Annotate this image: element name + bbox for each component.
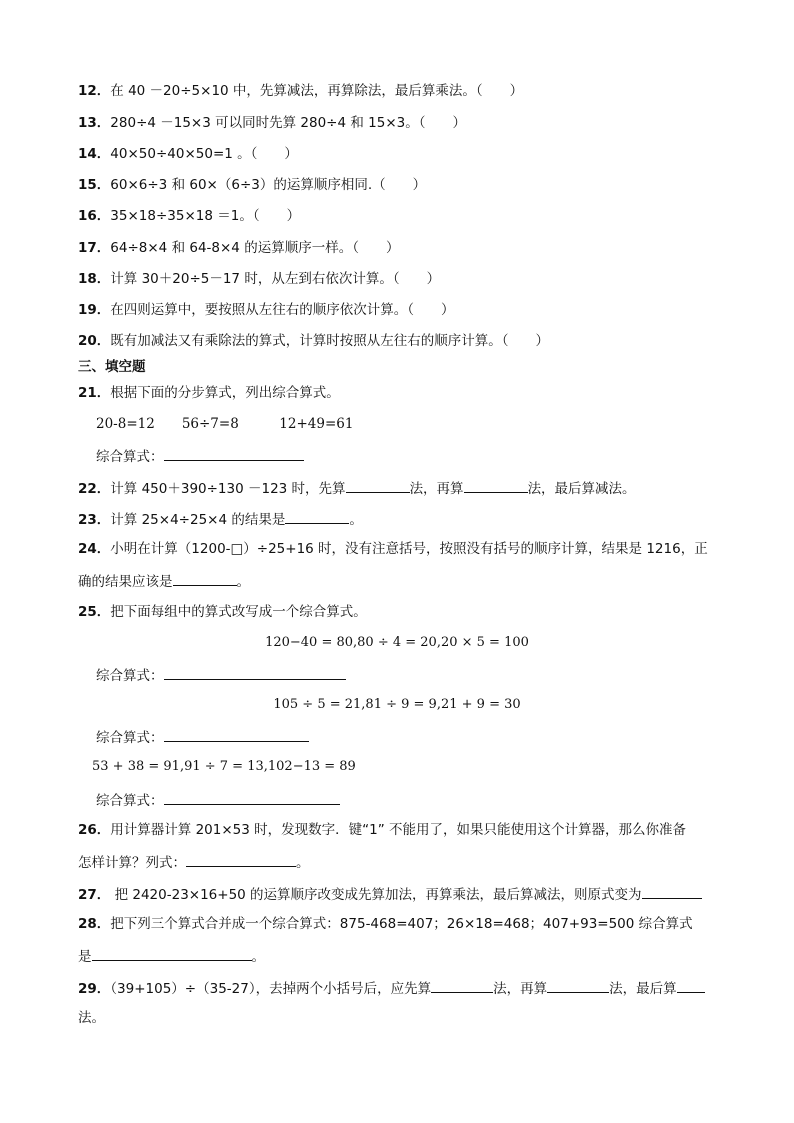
question-number: 22．	[78, 481, 111, 497]
question-text: 35×18÷35×18 ＝1。（ ）	[110, 208, 301, 224]
question-20	[78, 332, 549, 350]
answer-line	[96, 665, 346, 685]
question-text: 。	[251, 949, 265, 965]
question-number: 16．	[78, 208, 111, 224]
answer-label: 综合算式：	[96, 449, 164, 465]
answer-blank[interactable]	[92, 946, 252, 961]
answer-blank[interactable]	[164, 727, 309, 742]
question-text: （39+105）÷（35-27），去掉两个小括号后，应先算	[110, 981, 432, 997]
question-text: 在 40 －20÷5×10 中，先算减法，再算除法，最后算乘法。（ ）	[110, 83, 524, 99]
answer-blank[interactable]	[164, 665, 346, 680]
question-15	[78, 176, 426, 194]
question-number: 23．	[78, 512, 111, 528]
question-number: 15．	[78, 177, 111, 193]
question-26	[78, 821, 686, 839]
question-text: 根据下面的分步算式，列出综合算式。	[110, 385, 340, 401]
answer-blank[interactable]	[285, 509, 349, 524]
question-text: 既有加减法又有乘除法的算式，计算时按照从左往右的顺序计算。（ ）	[110, 333, 550, 349]
question-text: 把下面每组中的算式改写成一个综合算式。	[110, 604, 367, 620]
question-number: 27．	[78, 887, 111, 903]
answer-blank[interactable]	[164, 446, 304, 461]
question-24-cont	[78, 571, 250, 591]
answer-line	[96, 727, 309, 747]
question-number: 25．	[78, 604, 111, 620]
question-number: 20．	[78, 333, 111, 349]
question-text: 用计算器计算 201×53 时，发现数字．键“1” 不能用了，如果只能使用这个计算器，那么你准备	[110, 822, 687, 838]
question-25	[78, 603, 367, 621]
question-16	[78, 207, 300, 225]
answer-blank[interactable]	[642, 884, 702, 899]
question-number: 12．	[78, 83, 111, 99]
question-text: 60×6÷3 和 60×（6÷3）的运算顺序相同.（ ）	[110, 177, 427, 193]
answer-label: 综合算式：	[96, 730, 164, 746]
question-text: 计算 30＋20÷5－17 时，从左到右依次计算。（ ）	[110, 271, 441, 287]
answer-blank[interactable]	[677, 978, 705, 993]
question-text: 计算 450＋390÷130 －123 时，先算	[110, 481, 346, 497]
question-28-cont	[78, 946, 265, 966]
question-12	[78, 82, 523, 100]
answer-blank[interactable]	[186, 852, 296, 867]
answer-line	[96, 446, 304, 466]
answer-label: 综合算式：	[96, 793, 164, 809]
question-17	[78, 239, 399, 257]
question-number: 24．	[78, 541, 111, 557]
answer-blank[interactable]	[346, 478, 410, 493]
question-22	[78, 478, 636, 498]
question-text: 在四则运算中，要按照从左往右的顺序依次计算。（ ）	[110, 302, 455, 318]
question-28	[78, 915, 693, 933]
answer-label: 综合算式：	[96, 668, 164, 684]
question-text: 280÷4 －15×3 可以同时先算 280÷4 和 15×3。（ ）	[110, 115, 466, 131]
question-number: 26．	[78, 822, 111, 838]
question-23	[78, 509, 363, 529]
question-text: 怎样计算？列式：	[78, 855, 186, 871]
question-text: 把下列三个算式合并成一个综合算式：875-468=407；26×18=468；407+93=500 综合算式	[110, 916, 693, 932]
question-text: 法，再算	[493, 981, 548, 997]
answer-blank[interactable]	[164, 790, 340, 805]
question-number: 13．	[78, 115, 111, 131]
question-text: 。	[236, 574, 250, 590]
question-24	[78, 540, 708, 558]
question-text: 把 2420-23×16+50 的运算顺序改变成先算加法，再算乘法，最后算减法，则原式变为	[110, 887, 642, 903]
question-number: 28．	[78, 916, 111, 932]
question-number: 14．	[78, 146, 111, 162]
answer-blank[interactable]	[431, 978, 493, 993]
question-text: 计算 25×4÷25×4 的结果是	[110, 512, 286, 528]
section-heading: 三、填空题	[78, 359, 146, 375]
answer-blank[interactable]	[547, 978, 609, 993]
question-number: 17．	[78, 240, 111, 256]
question-29-cont: 法。	[78, 1010, 105, 1026]
equation-group-1: 120−40 = 80,80 ÷ 4 = 20,20 × 5 = 100	[265, 635, 529, 650]
question-text: 64÷8×4 和 64-8×4 的运算顺序一样。（ ）	[110, 240, 400, 256]
question-number: 18．	[78, 271, 111, 287]
question-26-cont	[78, 852, 310, 872]
question-number: 29．	[78, 981, 111, 997]
question-text: 确的结果应该是	[78, 574, 173, 590]
answer-blank[interactable]	[173, 571, 237, 586]
question-text: 。	[296, 855, 310, 871]
question-19	[78, 301, 455, 319]
question-text: 小明在计算（1200-□）÷25+16 时，没有注意括号，按照没有括号的顺序计算，结果是 1216，正	[110, 541, 708, 557]
question-number: 19．	[78, 302, 111, 318]
equation-group-3: 53 + 38 = 91,91 ÷ 7 = 13,102−13 = 89	[92, 759, 356, 774]
question-14	[78, 145, 298, 163]
question-number: 21．	[78, 385, 111, 401]
question-13	[78, 114, 466, 132]
question-27	[78, 884, 702, 904]
question-text: 法，再算	[409, 481, 464, 497]
answer-line	[96, 790, 340, 810]
question-text: 。	[349, 512, 363, 528]
step-equations: 20-8=12 56÷7=8 12+49=61	[96, 416, 354, 432]
question-18	[78, 270, 440, 288]
question-text: 40×50÷40×50=1 。（ ）	[110, 146, 298, 162]
question-text: 是	[78, 949, 92, 965]
answer-blank[interactable]	[464, 478, 528, 493]
question-text: 法，最后算减法。	[527, 481, 636, 497]
equation-group-2: 105 ÷ 5 = 21,81 ÷ 9 = 9,21 + 9 = 30	[273, 697, 521, 712]
question-21	[78, 384, 340, 402]
question-29	[78, 978, 705, 998]
question-text: 法，最后算	[609, 981, 677, 997]
